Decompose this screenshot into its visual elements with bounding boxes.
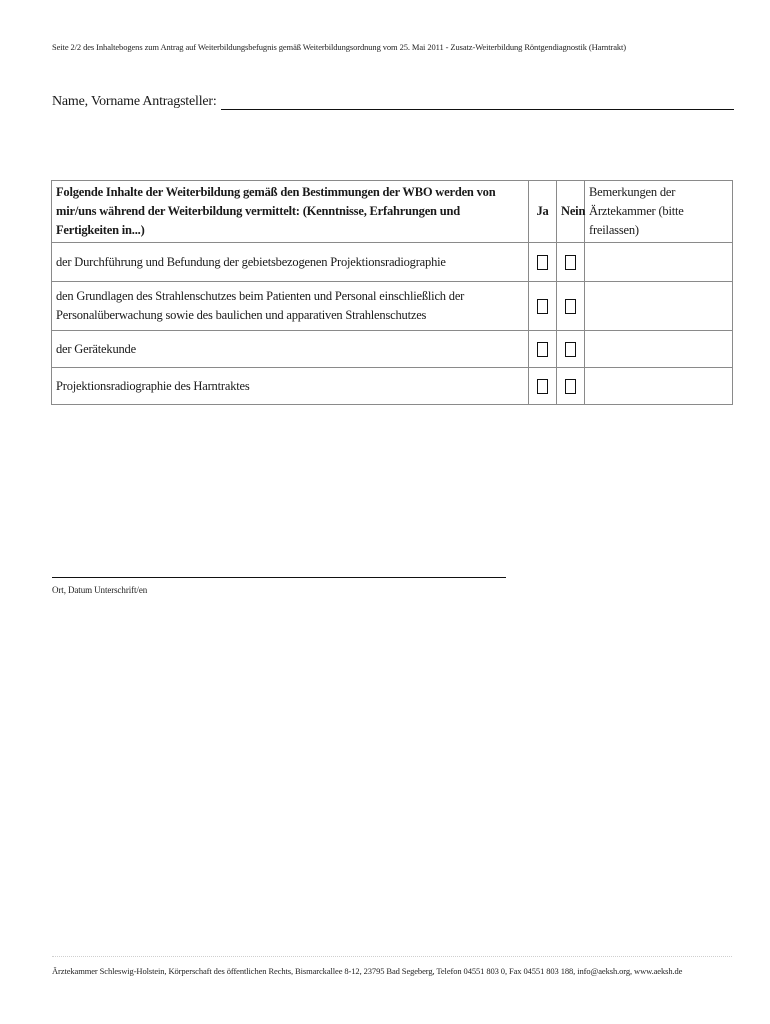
table-row [52, 282, 733, 331]
applicant-name-field[interactable] [221, 94, 734, 110]
remarks-cell [585, 282, 733, 331]
yes-cell [529, 243, 557, 282]
yes-checkbox[interactable] [537, 379, 548, 394]
no-cell [557, 331, 585, 368]
row-content-text: der Gerätekunde [52, 331, 529, 368]
applicant-name-row [52, 90, 734, 110]
no-cell [557, 282, 585, 331]
table-row [52, 331, 733, 368]
signature-label: Ort, Datum Unterschrift/en [52, 585, 148, 595]
row-content-text: den Grundlagen des Strahlenschutzes beim Patienten und Personal einschließlich der Personalüberwachung sowie des baulichen und apparativen Strahlenschutzes [52, 282, 529, 331]
yes-checkbox[interactable] [537, 255, 548, 270]
no-checkbox[interactable] [565, 299, 576, 314]
table-row [52, 243, 733, 282]
remarks-cell [585, 331, 733, 368]
no-cell [557, 243, 585, 282]
training-content-table [51, 180, 733, 405]
signature-line[interactable] [52, 577, 506, 578]
yes-cell [529, 331, 557, 368]
no-column-header: Nein [557, 181, 585, 243]
page-header: Seite 2/2 des Inhaltebogens zum Antrag auf Weiterbildungsbefugnis gemäß Weiterbildungsordnung vom 25. Mai 2011 - Zusatz-Weiterbildung Röntgendiagnostik (Harntrakt) [52, 42, 627, 52]
remarks-cell [585, 368, 733, 405]
no-cell [557, 368, 585, 405]
table-header-row [52, 181, 733, 243]
yes-column-header: Ja [529, 181, 557, 243]
applicant-name-label: Name, Vorname Antragsteller: [52, 94, 217, 109]
row-content-text: der Durchführung und Befundung der gebietsbezogenen Projektionsradiographie [52, 243, 529, 282]
yes-checkbox[interactable] [537, 299, 548, 314]
remarks-column-header: Bemerkungen der Ärztekammer (bitte freilassen) [585, 181, 733, 243]
table-row [52, 368, 733, 405]
footer-divider [52, 956, 732, 957]
page-footer: Ärztekammer Schleswig-Holstein, Körperschaft des öffentlichen Rechts, Bismarckallee 8-12, 23795 Bad Segeberg, Telefon 04551 803 0, Fax 04551 803 188, info@aeksh.org, www.aeksh.de [52, 966, 683, 976]
content-column-header: Folgende Inhalte der Weiterbildung gemäß den Bestimmungen der WBO werden von mir/uns während der Weiterbildung vermittelt: (Kenntnisse, Erfahrungen und Fertigkeiten in...) [52, 181, 529, 243]
yes-cell [529, 282, 557, 331]
no-checkbox[interactable] [565, 255, 576, 270]
row-content-text: Projektionsradiographie des Harntraktes [52, 368, 529, 405]
no-checkbox[interactable] [565, 379, 576, 394]
remarks-cell [585, 243, 733, 282]
yes-cell [529, 368, 557, 405]
no-checkbox[interactable] [565, 342, 576, 357]
yes-checkbox[interactable] [537, 342, 548, 357]
